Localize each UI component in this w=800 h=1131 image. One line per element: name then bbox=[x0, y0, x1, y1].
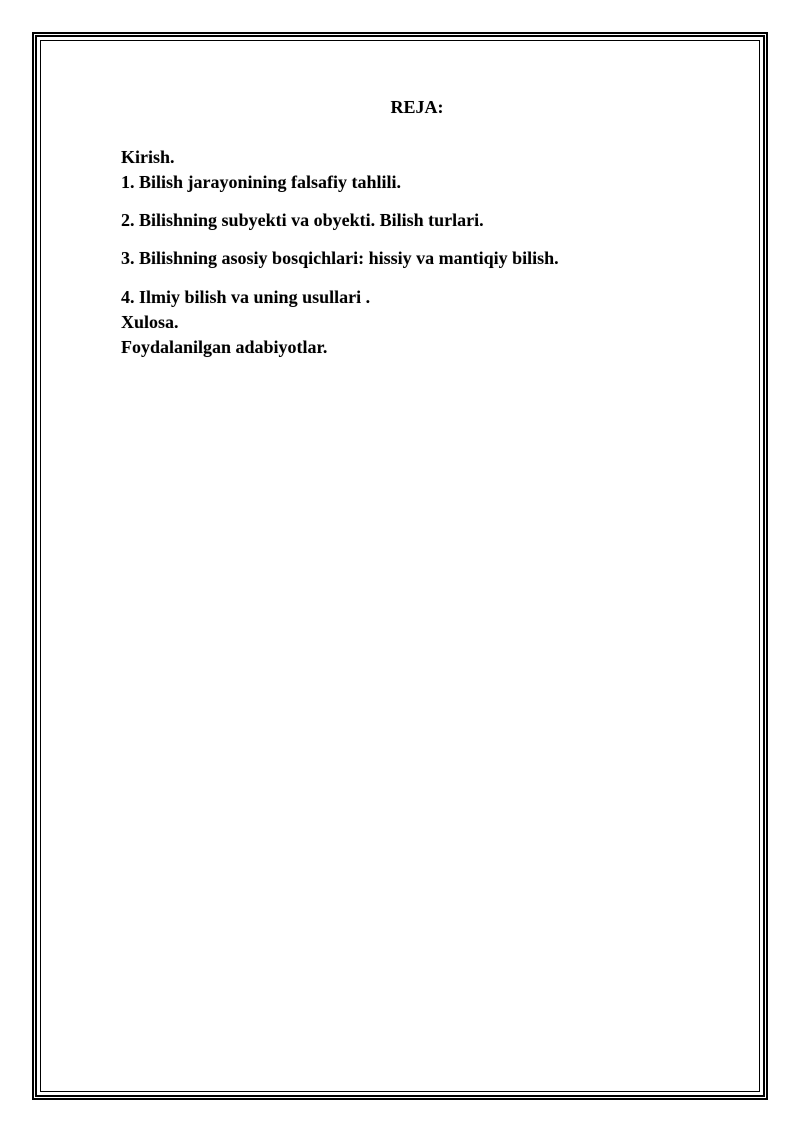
plan-item-4: 4. Ilmiy bilish va uning usullari . bbox=[121, 287, 371, 307]
page-title: REJA: bbox=[390, 97, 444, 117]
plan-item-1: 1. Bilish jarayonining falsafiy tahlili. bbox=[121, 172, 402, 192]
plan-item-intro: Kirish. bbox=[121, 147, 175, 167]
plan-item-2: 2. Bilishning subyekti va obyekti. Bilish turlari. bbox=[121, 210, 484, 230]
plan-item-conclusion: Xulosa. bbox=[121, 312, 179, 332]
plan-item-references: Foydalanilgan adabiyotlar. bbox=[121, 337, 328, 357]
page-border-inner bbox=[40, 40, 760, 1092]
plan-item-3: 3. Bilishning asosiy bosqichlari: hissiy va mantiqiy bilish. bbox=[121, 248, 559, 268]
